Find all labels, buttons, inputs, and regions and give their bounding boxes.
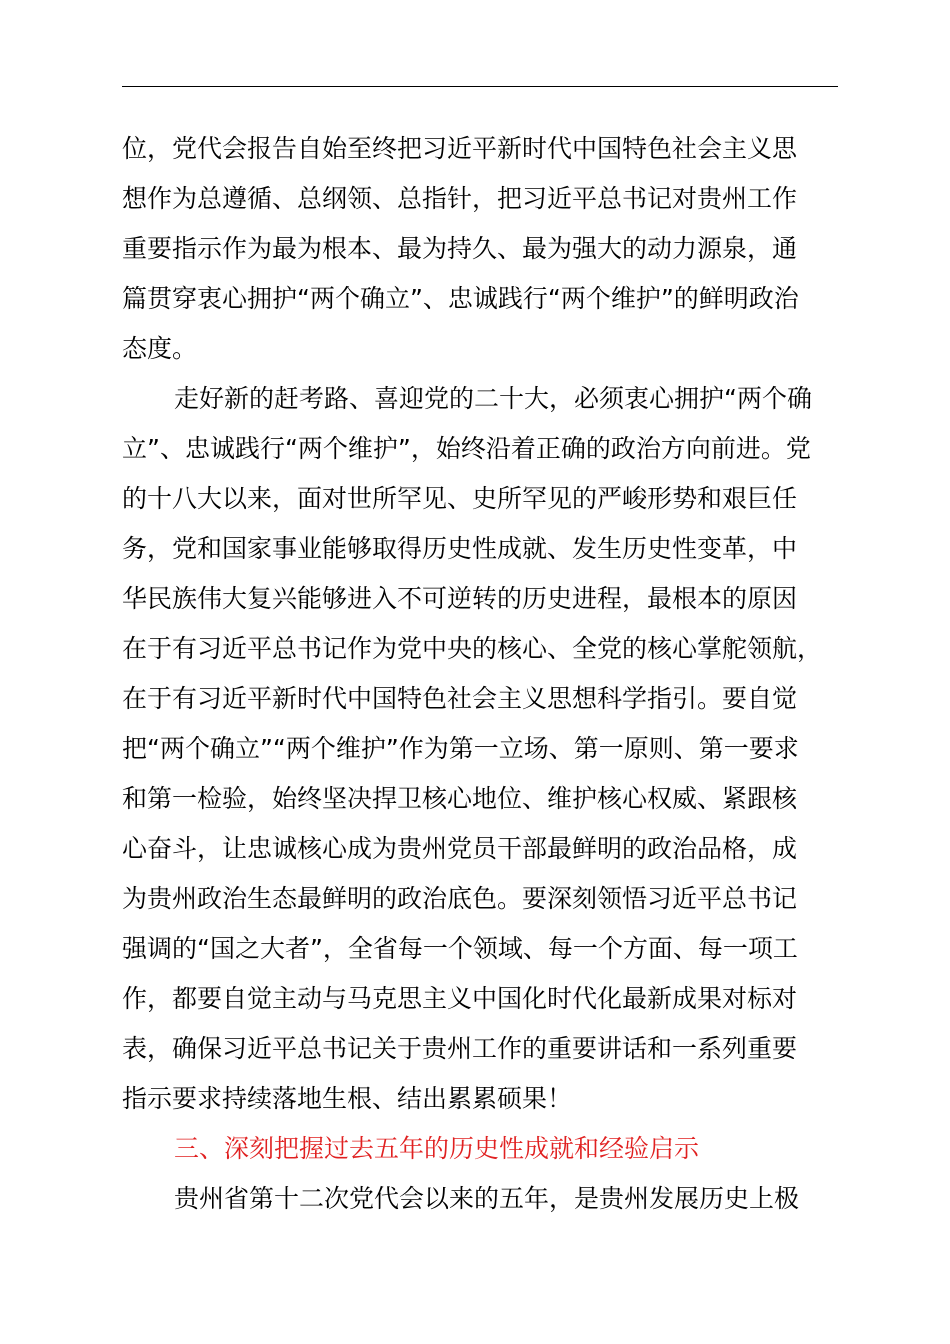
text-line: 立”、忠诚践行“两个维护”，始终沿着正确的政治方向前进。党 bbox=[122, 434, 811, 463]
text-line: 在于有习近平新时代中国特色社会主义思想科学指引。要自觉 bbox=[122, 684, 798, 713]
text-line: 想作为总遵循、总纲领、总指针，把习近平总书记对贵州工作 bbox=[122, 184, 798, 213]
text-line: 在于有习近平总书记作为党中央的核心、全党的核心掌舵领航， bbox=[122, 634, 823, 663]
text-line: 篇贯穿衷心拥护“两个确立”、忠诚践行“两个维护”的鲜明政治 bbox=[122, 284, 799, 313]
text-line: 态度。 bbox=[122, 334, 198, 363]
section-heading: 三、深刻把握过去五年的历史性成就和经验启示 bbox=[174, 1134, 700, 1163]
paragraph-start: 贵州省第十二次党代会以来的五年，是贵州发展历史上极 bbox=[174, 1184, 800, 1213]
text-line: 的十八大以来，面对世所罕见、史所罕见的严峻形势和艰巨任 bbox=[122, 484, 798, 513]
text-line: 为贵州政治生态最鲜明的政治底色。要深刻领悟习近平总书记 bbox=[122, 884, 798, 913]
text-line: 务，党和国家事业能够取得历史性成就、发生历史性变革，中 bbox=[122, 534, 798, 563]
text-line: 心奋斗，让忠诚核心成为贵州党员干部最鲜明的政治品格，成 bbox=[122, 834, 798, 863]
text-line: 和第一检验，始终坚决捍卫核心地位、维护核心权威、紧跟核 bbox=[122, 784, 798, 813]
text-line: 华民族伟大复兴能够进入不可逆转的历史进程，最根本的原因 bbox=[122, 584, 798, 613]
header-rule bbox=[122, 86, 838, 87]
text-line: 指示要求持续落地生根、结出累累硕果！ bbox=[122, 1084, 573, 1113]
text-line: 把“两个确立”“两个维护”作为第一立场、第一原则、第一要求 bbox=[122, 734, 799, 763]
text-line: 位，党代会报告自始至终把习近平新时代中国特色社会主义思 bbox=[122, 134, 798, 163]
text-line: 表，确保习近平总书记关于贵州工作的重要讲话和一系列重要 bbox=[122, 1034, 798, 1063]
paragraph-start: 走好新的赶考路、喜迎党的二十大，必须衷心拥护“两个确 bbox=[174, 384, 812, 413]
text-line: 作，都要自觉主动与马克思主义中国化时代化最新成果对标对 bbox=[122, 984, 798, 1013]
text-line: 重要指示作为最为根本、最为持久、最为强大的动力源泉，通 bbox=[122, 234, 798, 263]
text-line: 强调的“国之大者”，全省每一个领域、每一个方面、每一项工 bbox=[122, 934, 798, 963]
